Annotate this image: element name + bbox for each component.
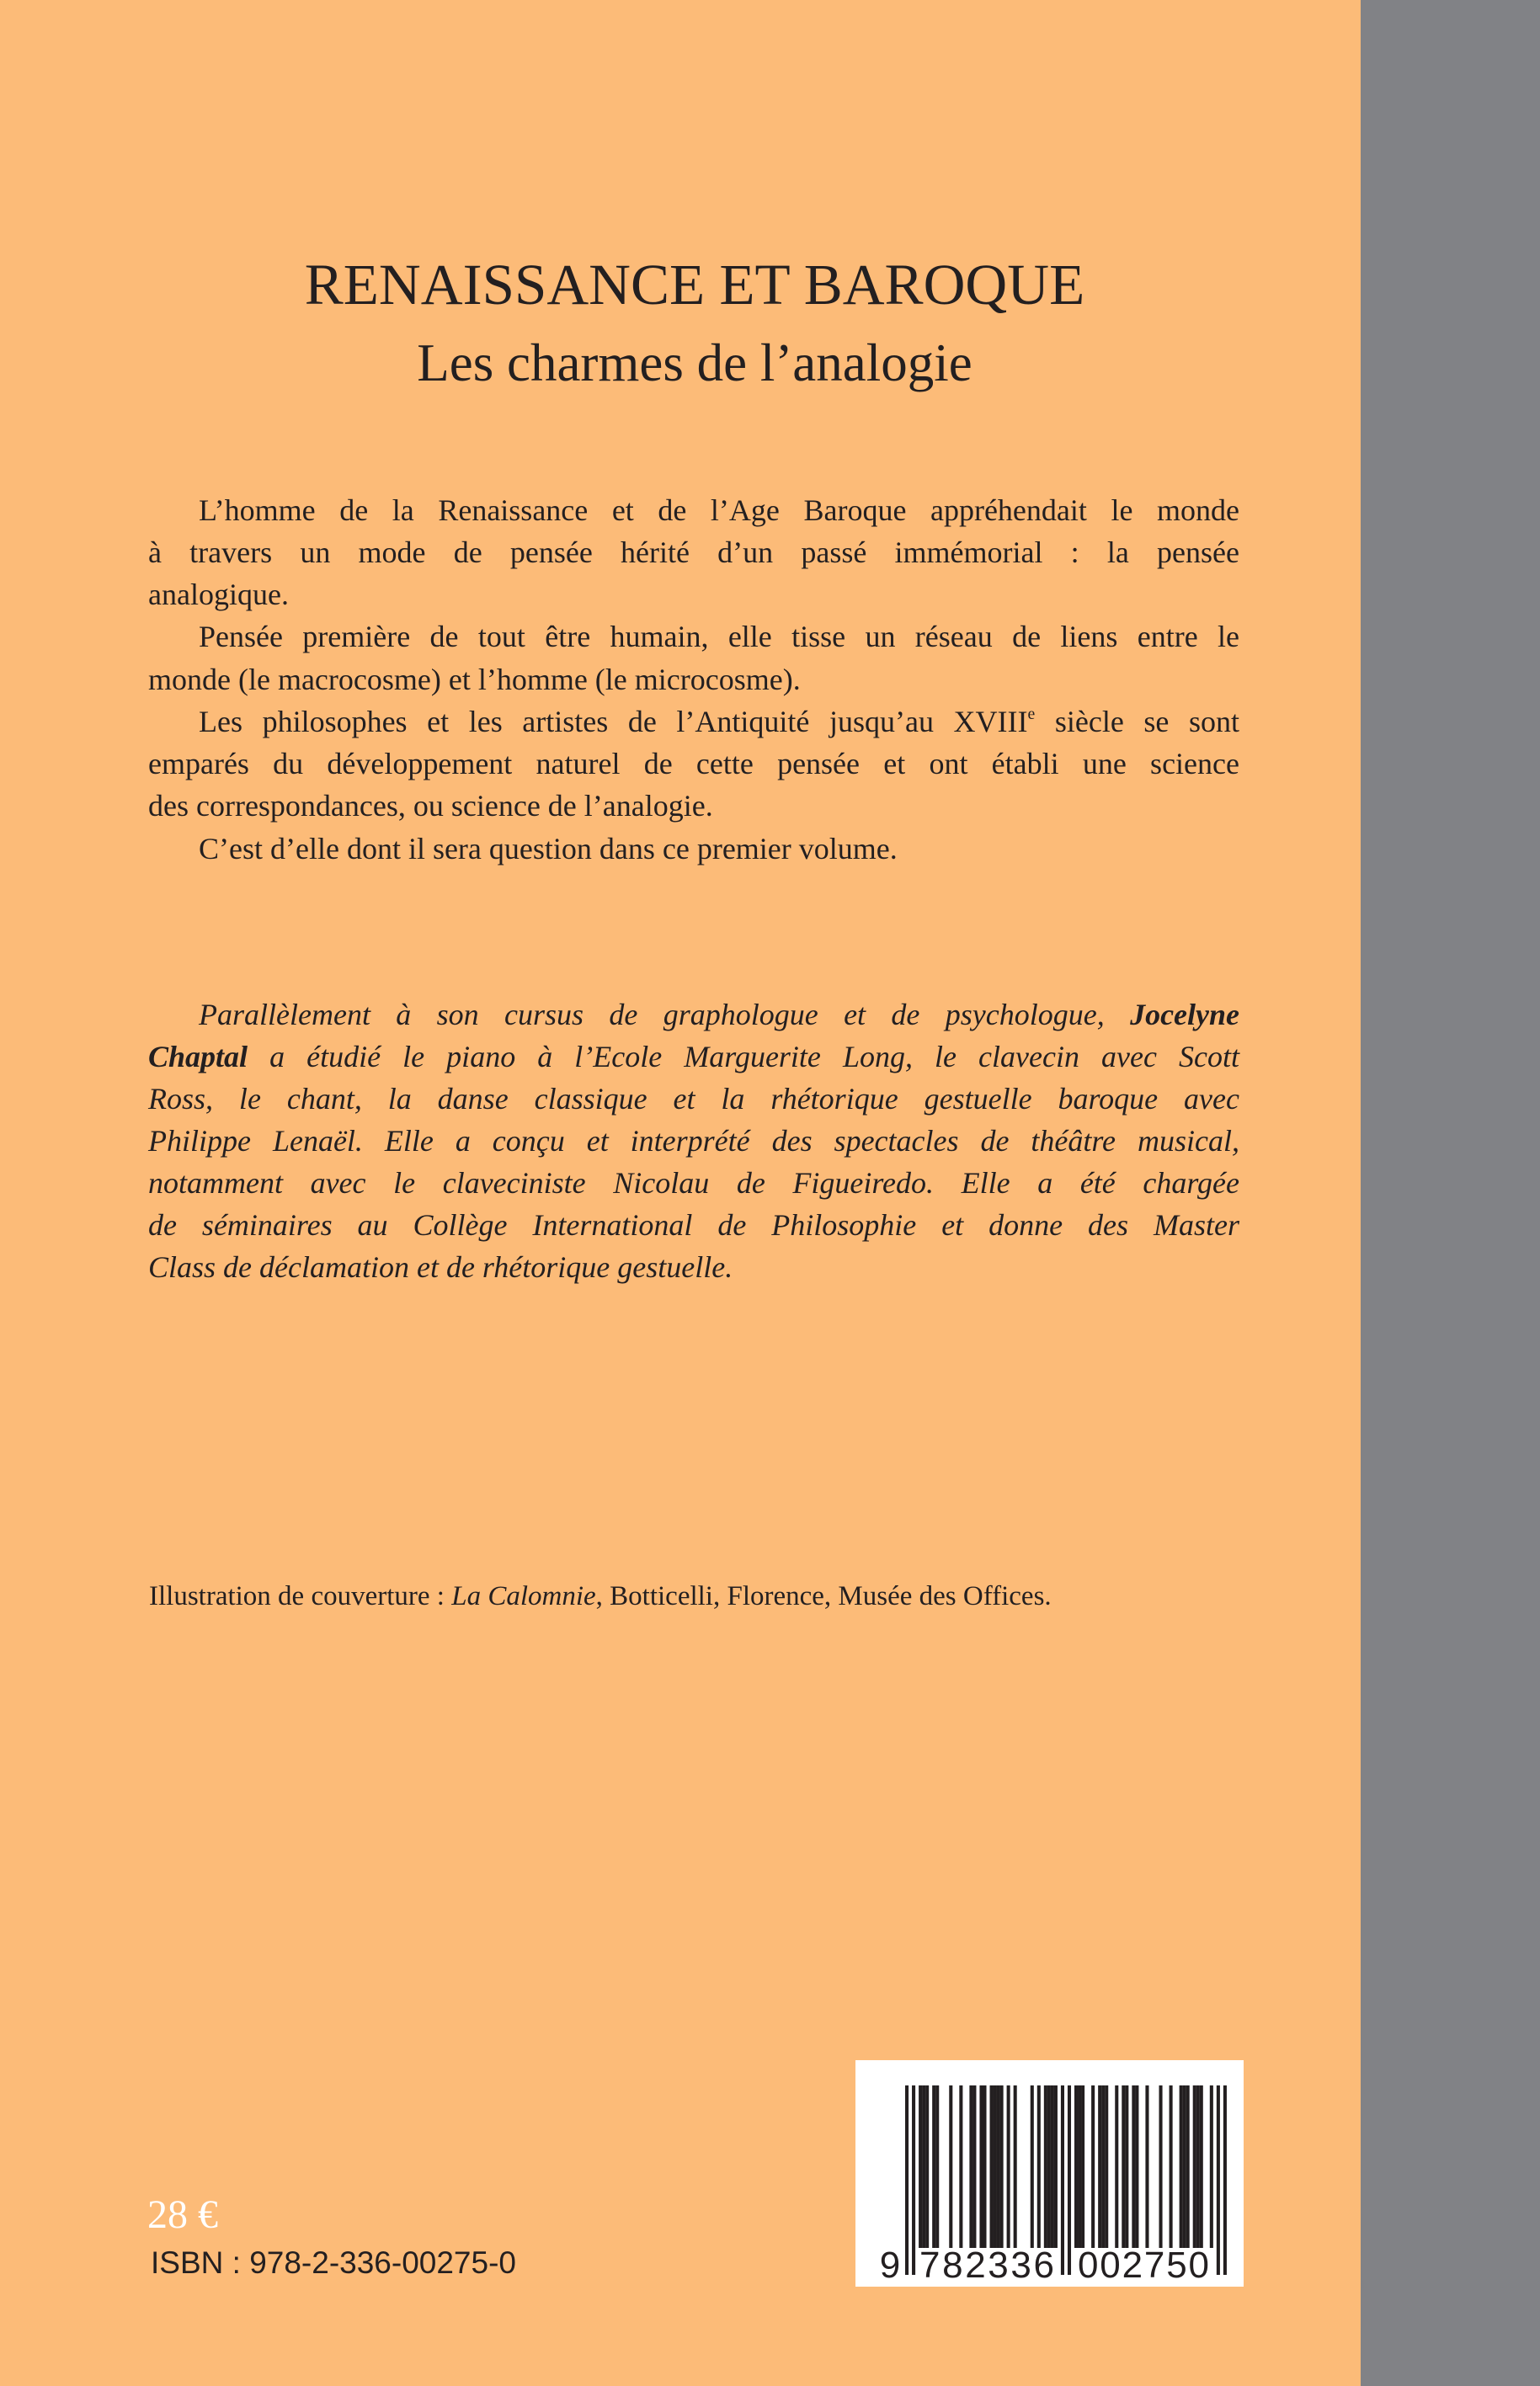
barcode-bar	[1115, 2085, 1118, 2248]
barcode-bar	[1098, 2085, 1101, 2248]
blurb-line: emparés du développement naturel de cette pensée et ont établi une science	[148, 747, 1239, 781]
barcode-bar	[1132, 2085, 1135, 2248]
barcode-bar	[1091, 2085, 1095, 2248]
barcode-bar	[1007, 2085, 1010, 2248]
barcode-bar	[979, 2085, 983, 2248]
author-first-name: Jocelyne	[1130, 997, 1239, 1031]
barcode-bar	[997, 2085, 1000, 2248]
barcode-bar	[1183, 2085, 1186, 2248]
blurb-line: des correspondances, ou science de l’analogie.	[148, 789, 713, 823]
barcode-bar	[935, 2085, 939, 2248]
bio-line	[148, 993, 1239, 1036]
barcode-bar	[922, 2085, 925, 2248]
credit-suffix: , Botticelli, Florence, Musée des Offices.	[595, 1581, 1052, 1611]
barcode-bar	[1122, 2085, 1125, 2248]
barcode-bar	[1135, 2085, 1138, 2248]
barcode-bar	[1217, 2085, 1220, 2275]
barcode-bar	[1200, 2085, 1203, 2248]
barcode-bar	[1051, 2085, 1054, 2248]
barcode-first-digit: 9	[879, 2245, 901, 2286]
bio-text: Parallèlement à son cursus de graphologue et de psychologue,	[199, 997, 1131, 1031]
barcode-bar	[912, 2085, 915, 2275]
barcode-bar	[1145, 2085, 1148, 2248]
blurb-line: analogique.	[148, 578, 289, 612]
illustration-credit	[149, 1583, 1052, 1611]
barcode-bar	[919, 2085, 922, 2248]
barcode-bar	[1105, 2085, 1108, 2248]
barcode-bar	[1047, 2085, 1051, 2248]
book-subtitle: Les charmes de l’analogie	[417, 333, 972, 392]
blurb	[148, 489, 1239, 870]
barcode-bar	[994, 2085, 997, 2248]
blurb-line: C’est d’elle dont il sera question dans ce premier volume.	[199, 831, 898, 865]
barcode-bar	[1061, 2085, 1064, 2275]
book-title: RENAISSANCE ET BAROQUE	[304, 253, 1085, 317]
blurb-line: à travers un mode de pensée hérité d’un passé immémorial : la pensée	[148, 535, 1239, 569]
artwork-title: La Calomnie	[451, 1581, 596, 1611]
barcode-bar	[1186, 2085, 1190, 2248]
barcode-right-digits: 002750	[1078, 2245, 1209, 2286]
barcode-bar	[1000, 2085, 1004, 2248]
barcode-bar	[1068, 2085, 1071, 2275]
barcode-bar	[1074, 2085, 1078, 2248]
barcode-bar	[969, 2085, 972, 2248]
century-superscript: e	[1027, 705, 1036, 724]
barcode-bar	[1037, 2085, 1041, 2248]
barcode-bar	[1044, 2085, 1047, 2248]
author-last-name: Chaptal	[148, 1039, 248, 1073]
barcode-bar	[1014, 2085, 1017, 2248]
barcode-bar	[949, 2085, 952, 2248]
barcode-bar	[1159, 2085, 1163, 2248]
barcode-bar	[1196, 2085, 1200, 2248]
barcode-left-digits: 782336	[919, 2245, 1054, 2286]
barcode-bar	[925, 2085, 929, 2248]
barcode-bar	[983, 2085, 986, 2248]
isbn: ISBN : 978-2-336-00275-0	[151, 2245, 516, 2280]
author-bio	[148, 993, 1239, 1288]
blurb-line: L’homme de la Renaissance et de l’Age Baroque appréhendait le monde	[199, 493, 1239, 527]
barcode-bar	[972, 2085, 976, 2248]
credit-prefix: Illustration de couverture :	[149, 1581, 452, 1611]
bio-line: Class de déclamation et de rhétorique gestuelle.	[148, 1249, 733, 1284]
blurb-line: Pensée première de tout être humain, elle tisse un réseau de liens entre le	[199, 620, 1239, 654]
barcode-bar	[1223, 2085, 1227, 2275]
bio-line: de séminaires au Collège International de Philosophie et donne des Master	[148, 1207, 1239, 1242]
barcode-bar	[932, 2085, 935, 2248]
barcode-bar	[1101, 2085, 1105, 2248]
blurb-line	[148, 700, 1239, 743]
price: 28 €	[147, 2192, 218, 2237]
barcode-bar	[1054, 2085, 1058, 2248]
blurb-text: siècle se sont	[1035, 704, 1239, 738]
bio-line: Philippe Lenaël. Elle a conçu et interprété des spectacles de théâtre musical,	[148, 1123, 1239, 1158]
barcode-bar	[1210, 2085, 1213, 2248]
barcode-bar	[1180, 2085, 1183, 2248]
barcode-bar	[1170, 2085, 1173, 2248]
bio-line: notamment avec le claveciniste Nicolau de Figueiredo. Elle a été chargée	[148, 1165, 1239, 1200]
blurb-text: Les philosophes et les artistes de l’Antiquité jusqu’au XVIII	[199, 704, 1028, 738]
blurb-line: monde (le macrocosme) et l’homme (le microcosme).	[148, 662, 801, 696]
barcode-bar	[1125, 2085, 1128, 2248]
barcode-bar	[959, 2085, 962, 2248]
bio-line	[148, 1036, 1239, 1078]
barcode	[855, 2060, 1244, 2287]
bio-text: a étudié le piano à l’Ecole Marguerite Long, le clavecin avec Scott	[248, 1039, 1239, 1073]
barcode-bar	[1078, 2085, 1081, 2248]
bio-line: Ross, le chant, la danse classique et la rhétorique gestuelle baroque avec	[148, 1081, 1239, 1116]
barcode-bar	[1193, 2085, 1196, 2248]
barcode-bar	[905, 2085, 909, 2275]
barcode-bar	[1031, 2085, 1034, 2248]
barcode-bar	[990, 2085, 994, 2248]
barcode-bar	[1081, 2085, 1084, 2248]
